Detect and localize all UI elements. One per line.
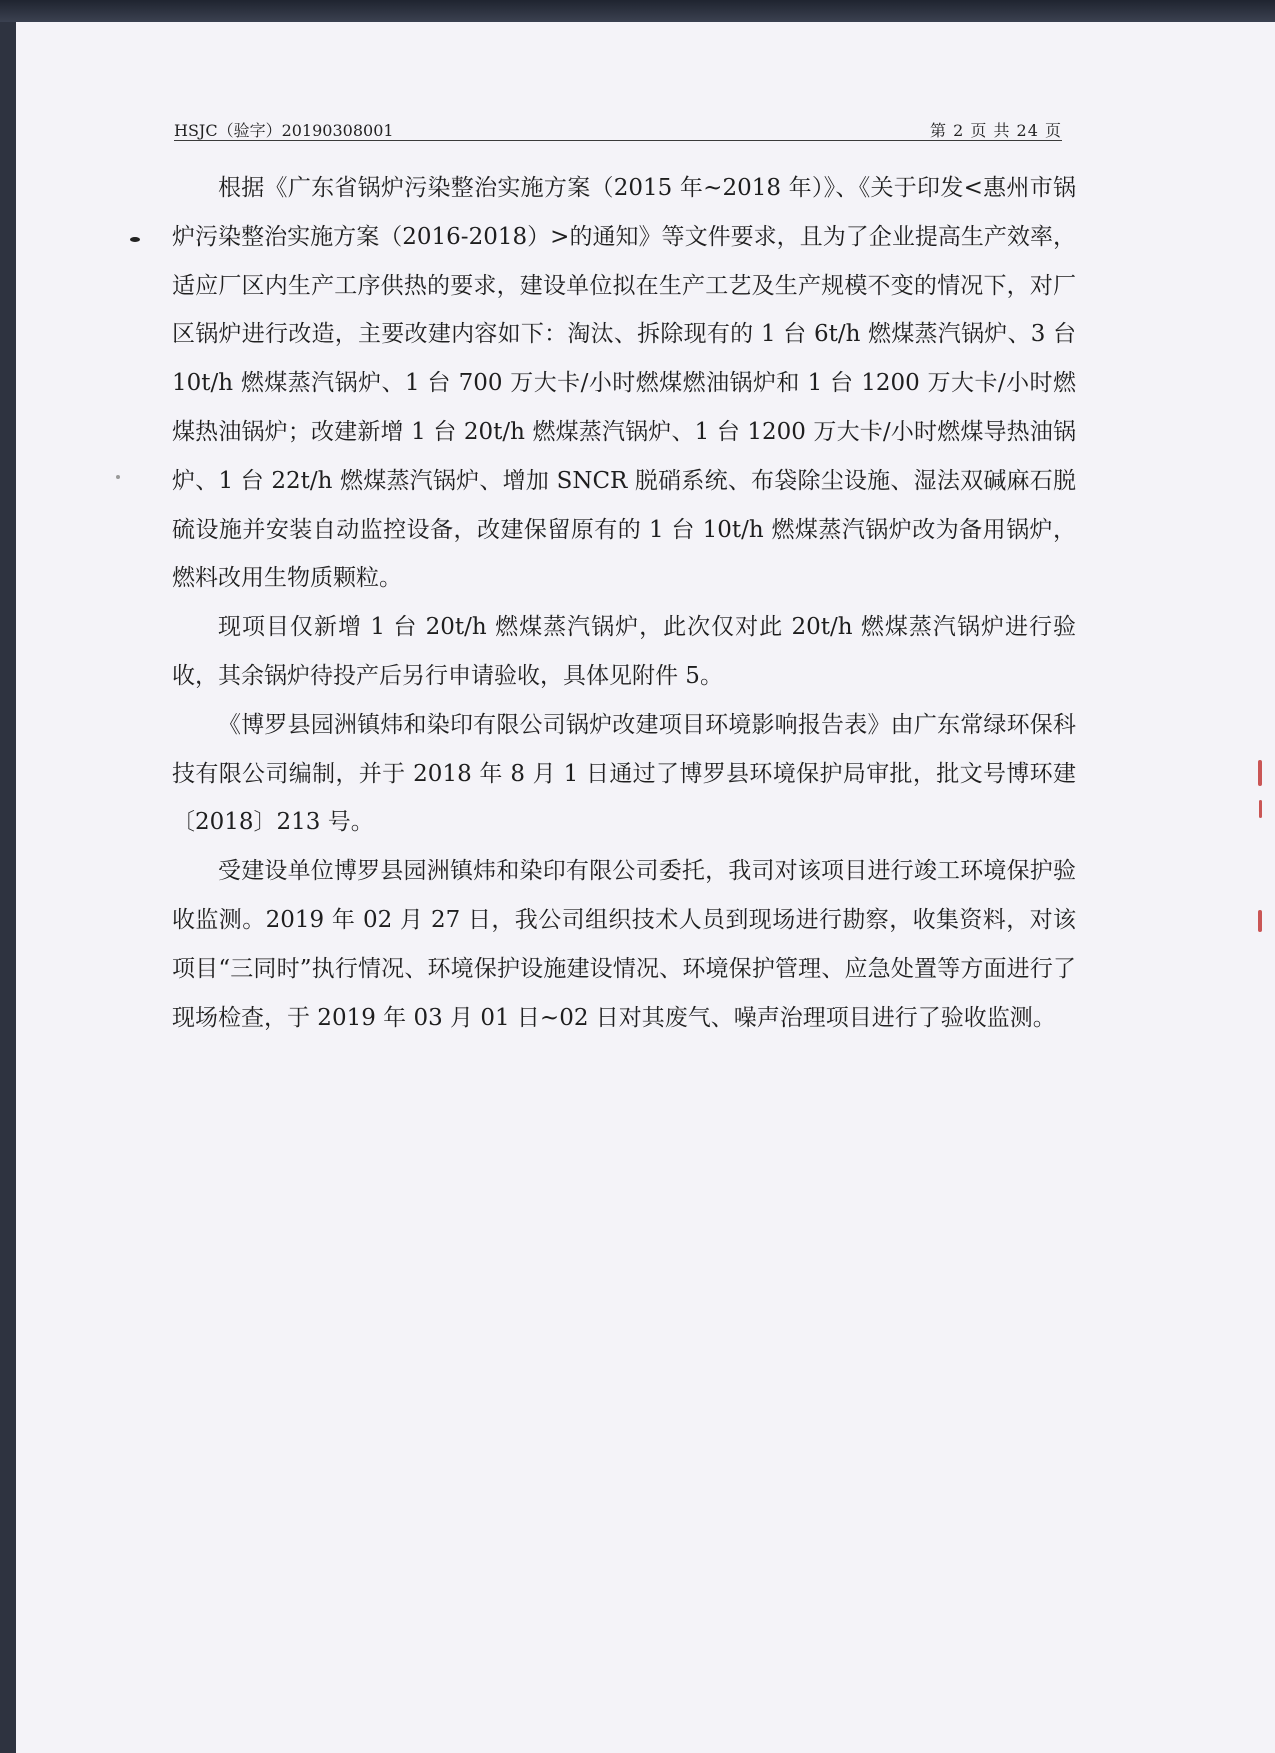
document-body: [172, 164, 1076, 1042]
scan-speck: [116, 475, 120, 479]
stamp-edge-mark: [1259, 800, 1262, 818]
page-header: [174, 116, 1062, 141]
paragraph-scope: 现项目仅新增 1 台 20t/h 燃煤蒸汽锅炉，此次仅对此 20t/h 燃煤蒸汽锅炉进行验收，其余锅炉待投产后另行申请验收，具体见附件 5。: [172, 614, 1076, 689]
scan-speck: [130, 237, 140, 242]
stamp-edge-mark: [1258, 910, 1262, 932]
paragraph-monitoring: 受建设单位博罗县园洲镇炜和染印有限公司委托，我司对该项目进行竣工环境保护验收监测。2019 年 02 月 27 日，我公司组织技术人员到现场进行勘察，收集资料，对该项目“三同时”执行情况、环境保护设施建设情况、环境保护管理、应急处置等方面进行了现场检查，于 2019 年 03 月 01 日~02 日对其废气、噪声治理项目进行了验收监测。: [172, 858, 1076, 1031]
page-number: 第 2 页 共 24 页: [930, 121, 1062, 140]
paragraph-background: 根据《广东省锅炉污染整治实施方案（2015 年~2018 年）》、《关于印发<惠州市锅炉污染整治实施方案（2016-2018）>的通知》等文件要求，且为了企业提高生产效率，适应厂区内生产工序供热的要求，建设单位拟在生产工艺及生产规模不变的情况下，对厂区锅炉进行改造，主要改建内容如下：淘汰、拆除现有的 1 台 6t/h 燃煤蒸汽锅炉、3 台 10t/h 燃煤蒸汽锅炉、1 台 700 万大卡/小时燃煤燃油锅炉和 1 台 1200 万大卡/小时燃煤热油锅炉；改建新增 1 台 20t/h 燃煤蒸汽锅炉、1 台 1200 万大卡/小时燃煤导热油锅炉、1 台 22t/h 燃煤蒸汽锅炉、增加 SNCR 脱硝系统、布袋除尘设施、湿法双碱麻石脱硫设施并安装自动监控设备，改建保留原有的 1 台 10t/h 燃煤蒸汽锅炉改为备用锅炉，燃料改用生物质颗粒。: [172, 175, 1076, 592]
scan-top-edge: [0, 0, 1275, 22]
stamp-edge-mark: [1258, 760, 1262, 786]
document-id: HSJC（验字）20190308001: [174, 121, 394, 140]
paragraph-eia-approval: 《博罗县园洲镇炜和染印有限公司锅炉改建项目环境影响报告表》由广东常绿环保科技有限公司编制，并于 2018 年 8 月 1 日通过了博罗县环境保护局审批，批文号博环建〔2018〕213 号。: [172, 711, 1076, 836]
